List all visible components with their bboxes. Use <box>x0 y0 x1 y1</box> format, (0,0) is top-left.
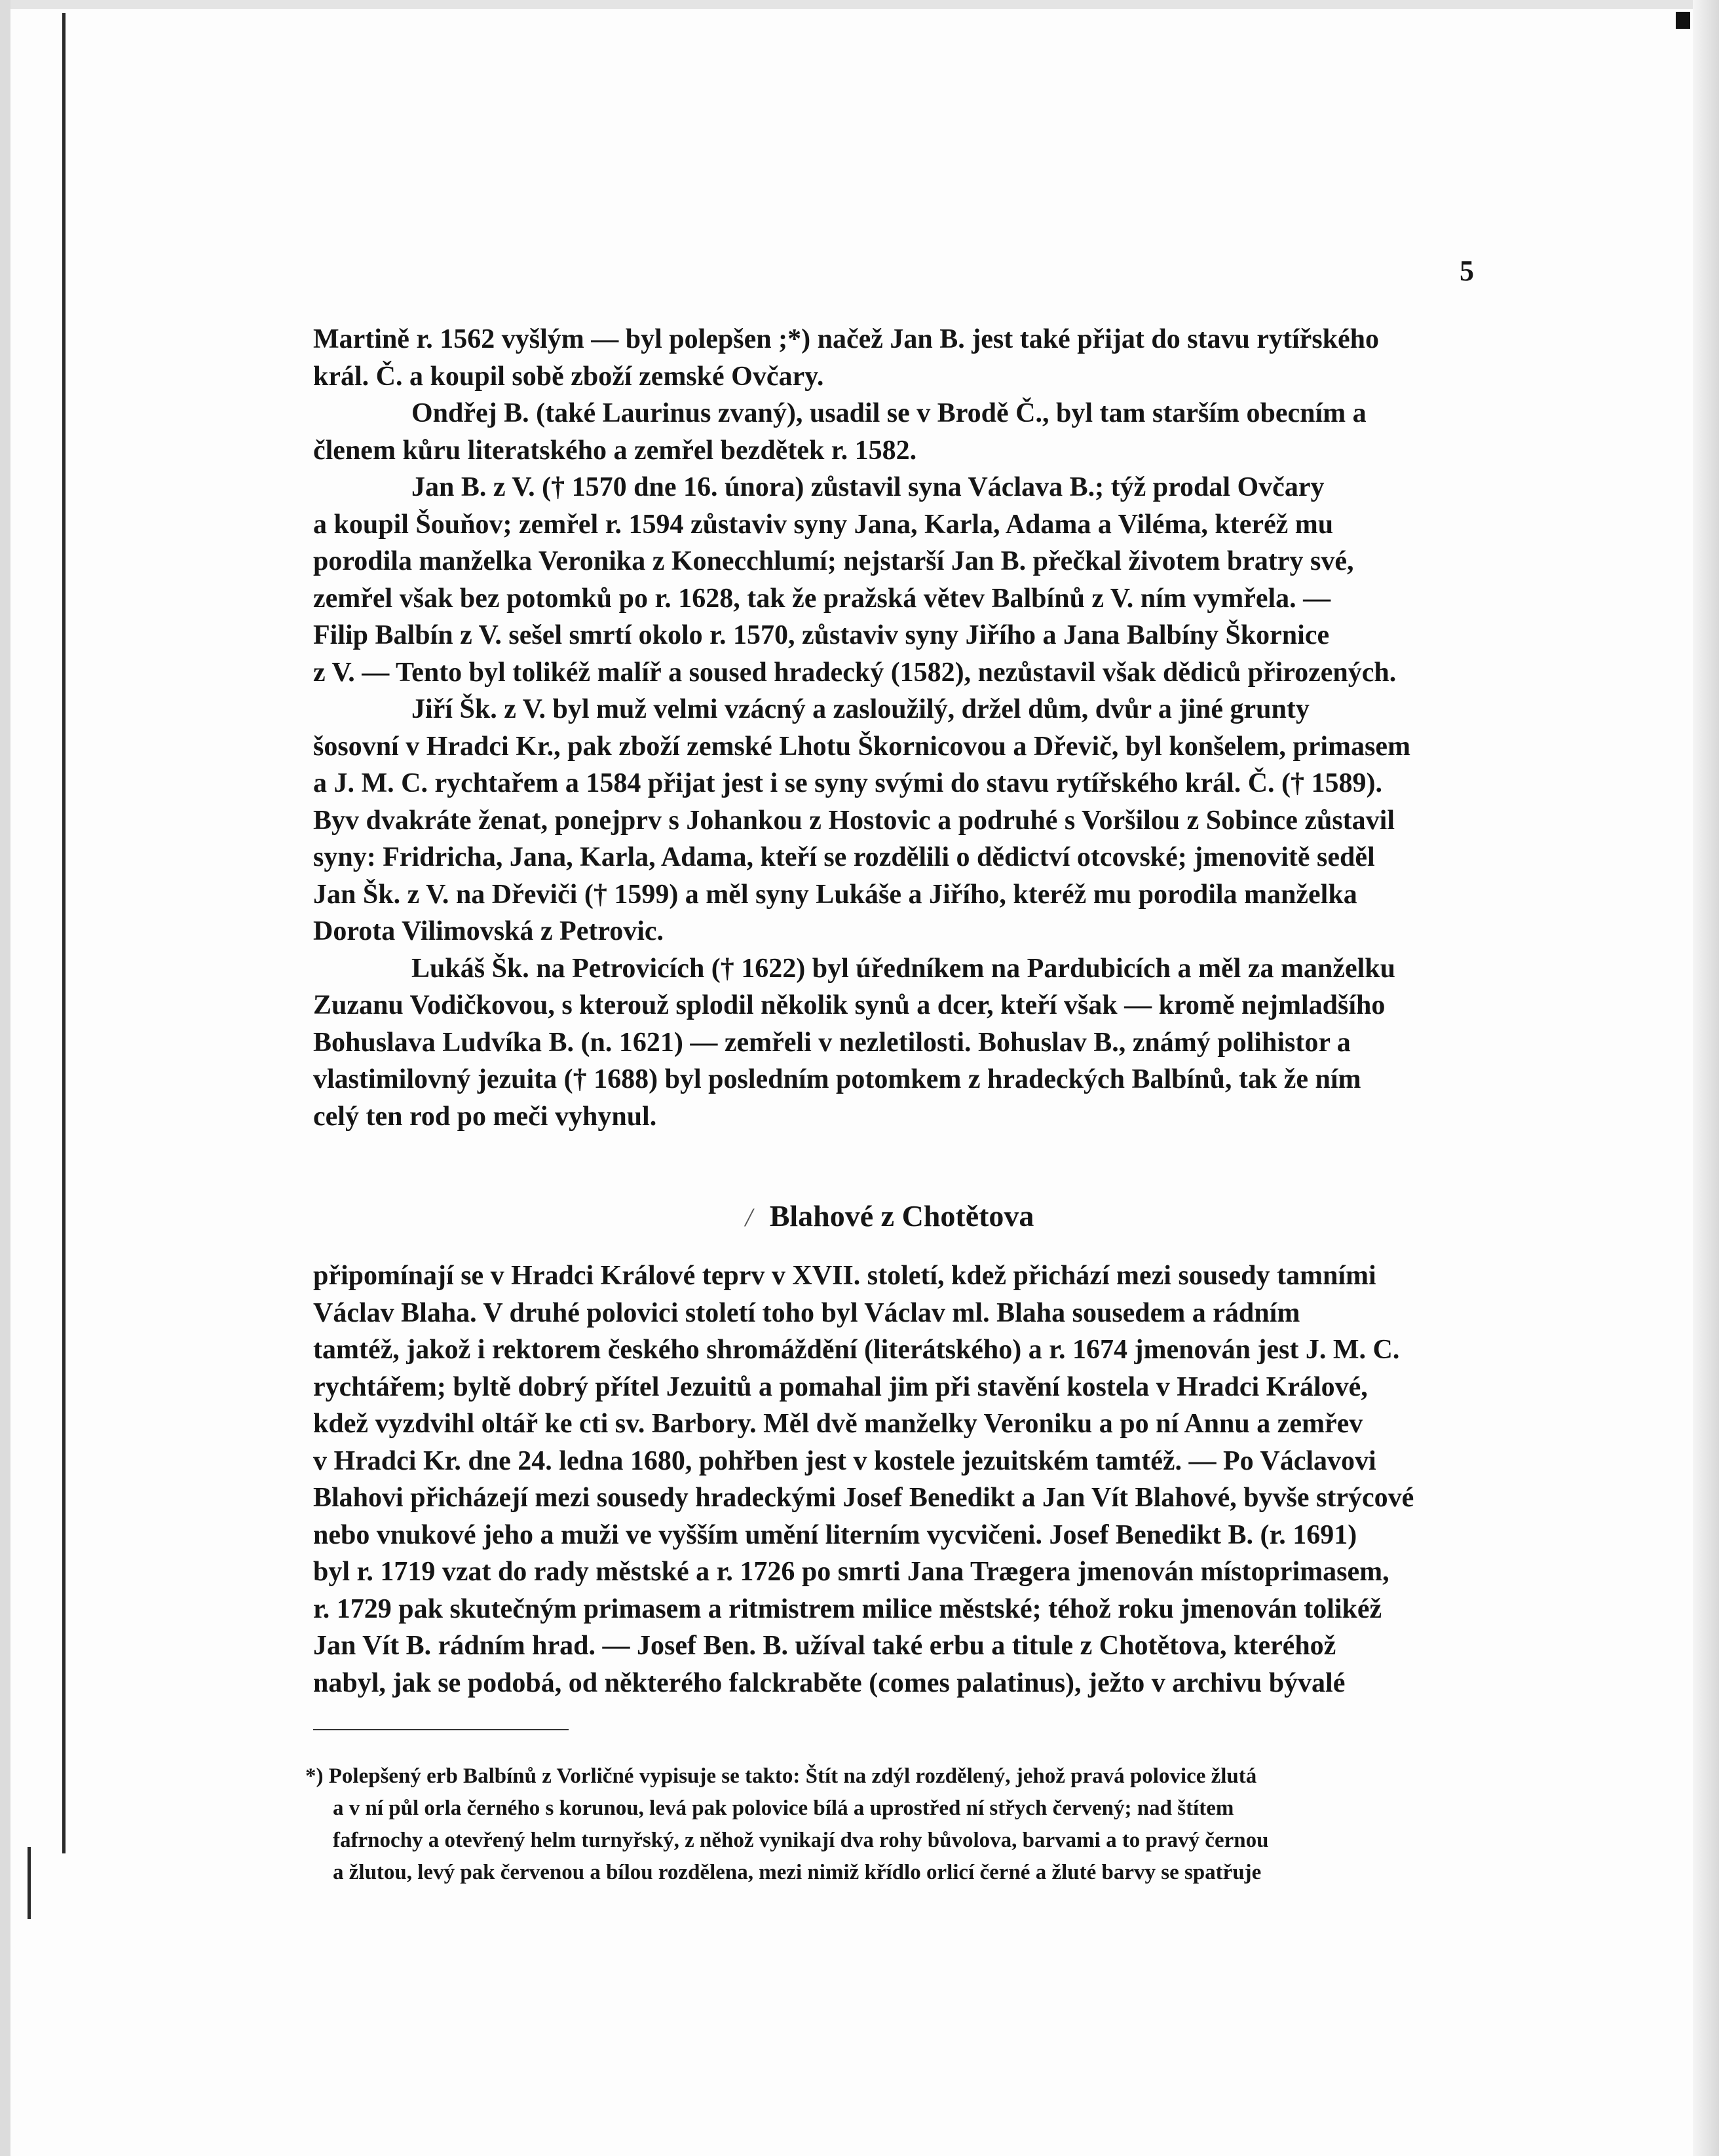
heading-title: Blahové z Chotětova <box>769 1199 1034 1233</box>
text-line: rychtářem; byltě dobrý přítel Jezuitů a pomahal jim při stavění kostela v Hradci Králové, <box>313 1371 1368 1402</box>
text-line: Lukáš Šk. na Petrovicích († 1622) byl úředníkem na Pardubicích a měl za manželku <box>411 953 1395 984</box>
text-line: z V. — Tento byl tolikéž malíř a soused hradecký (1582), nezůstavil však dědiců přirozených. <box>313 657 1397 688</box>
text-line: členem kůru literatského a zemřel bezdětek r. 1582. <box>313 435 917 466</box>
text-line: Václav Blaha. V druhé polovici století toho byl Václav ml. Blaha sousedem a rádním <box>313 1297 1300 1328</box>
footnote-line: a v ní půl orla černého s korunou, levá pak polovice bílá a uprostřed ní střych červený; nad štítem <box>333 1796 1234 1820</box>
section-balbin-text <box>313 321 1466 1135</box>
section-blaha-text <box>313 1257 1466 1701</box>
text-line: Bohuslava Ludvíka B. (n. 1621) — zemřeli v nezletilosti. Bohuslav B., známý polihistor a <box>313 1027 1351 1058</box>
text-line: zemřel však bez potomků po r. 1628, tak že pražská větev Balbínů z V. ním vymřela. — <box>313 583 1331 614</box>
text-line: v Hradci Kr. dne 24. ledna 1680, pohřben jest v kostele jezuitském tamtéž. — Po Václavovi <box>313 1445 1376 1476</box>
text-line: Dorota Vilimovská z Petrovic. <box>313 916 664 946</box>
text-line: šosovní v Hradci Kr., pak zboží zemské Lhotu Škornicovou a Dřevič, byl konšelem, primasem <box>313 731 1410 762</box>
text-line: Jan B. z V. († 1570 dne 16. února) zůstavil syna Václava B.; týž prodal Ovčary <box>411 472 1325 502</box>
text-line: Ondřej B. (také Laurinus zvaný), usadil se v Brodě Č., byl tam starším obecním a <box>411 398 1367 428</box>
text-line: syny: Fridricha, Jana, Karla, Adama, kteří se rozdělili o dědictví otcovské; jmenovitě seděl <box>313 842 1375 872</box>
scan-left-edge <box>0 0 10 2156</box>
scan-right-edge <box>1693 0 1719 2156</box>
text-line: připomínají se v Hradci Králové teprv v XVII. století, kdež přichází mezi sousedy tamními <box>313 1261 1376 1291</box>
scan-corner-mark <box>1676 12 1690 29</box>
footnote-line: *) Polepšený erb Balbínů z Vorličné vypisuje se takto: Štít na zdýl rozdělený, jehož pravá polovice žlutá <box>305 1764 1257 1788</box>
footnote-separator <box>313 1729 569 1730</box>
heading-pencil-mark: / <box>745 1202 753 1232</box>
text-line: Blahovi přicházejí mezi sousedy hradeckými Josef Benedikt a Jan Vít Blahové, byvše strýcové <box>313 1483 1414 1513</box>
text-line: Filip Balbín z V. sešel smrtí okolo r. 1570, zůstaviv syny Jiřího a Jana Balbíny Škornice <box>313 620 1330 650</box>
section-heading <box>313 1199 1466 1233</box>
text-line: král. Č. a koupil sobě zboží zemské Ovčary. <box>313 361 824 392</box>
text-line: Martině r. 1562 vyšlým — byl polepšen ;*) načež Jan B. jest také přijat do stavu rytířského <box>313 324 1380 354</box>
text-line: Byv dvakráte ženat, ponejprv s Johankou z Hostovic a podruhé s Voršilou z Sobince zůstavil <box>313 805 1395 836</box>
page-number: 5 <box>1460 255 1474 287</box>
text-line: r. 1729 pak skutečným primasem a ritmistrem milice městské; téhož roku jmenován tolikéž <box>313 1593 1382 1624</box>
footnote <box>305 1760 1446 1889</box>
text-line: Zuzanu Vodičkovou, s kterouž splodil několik synů a dcer, kteří však — kromě nejmladšího <box>313 990 1386 1020</box>
text-line: Jiří Šk. z V. byl muž velmi vzácný a zasloužilý, držel dům, dvůr a jiné grunty <box>411 694 1310 724</box>
text-line: Jan Šk. z V. na Dřeviči († 1599) a měl syny Lukáše a Jiřího, kteréž mu porodila manželka <box>313 879 1357 910</box>
text-line: nebo vnukové jeho a muži ve vyšším umění literním vycvičeni. Josef Benedikt B. (r. 1691) <box>313 1519 1357 1550</box>
text-line: nabyl, jak se podobá, od některého falckraběte (comes palatinus), ježto v archivu bývalé <box>313 1667 1346 1698</box>
scan-binding-line <box>62 13 66 1853</box>
text-line: porodila manželka Veronika z Konecchlumí; nejstarší Jan B. přečkal životem bratry své, <box>313 546 1354 576</box>
text-line: vlastimilovný jezuita († 1688) byl posledním potomkem z hradeckých Balbínů, tak že ním <box>313 1064 1361 1094</box>
scan-top-edge <box>10 0 1719 9</box>
text-line: celý ten rod po meči vyhynul. <box>313 1101 657 1132</box>
text-line: a J. M. C. rychtařem a 1584 přijat jest i se syny svými do stavu rytířského král. Č. († 1589). <box>313 768 1382 798</box>
text-line: a koupil Šouňov; zemřel r. 1594 zůstaviv syny Jana, Karla, Adama a Viléma, kteréž mu <box>313 509 1334 540</box>
footnote-line: fafrnochy a otevřený helm turnyřský, z něhož vynikají dva rohy bůvolova, barvami a to pravý černou <box>333 1829 1269 1852</box>
text-line: byl r. 1719 vzat do rady městské a r. 1726 po smrti Jana Trægera jmenován místoprimasem, <box>313 1557 1389 1587</box>
text-line: Jan Vít B. rádním hrad. — Josef Ben. B. užíval také erbu a titule z Chotětova, kteréhož <box>313 1631 1336 1661</box>
scan-binding-line-lower <box>28 1847 31 1919</box>
footnote-line: a žlutou, levý pak červenou a bílou rozdělena, mezi nimiž křídlo orlicí černé a žluté barvy se spatřuje <box>333 1861 1262 1884</box>
text-line: tamtéž, jakož i rektorem českého shromáždění (literátského) a r. 1674 jmenován jest J. M. C. <box>313 1335 1400 1365</box>
text-line: kdež vyzdvihl oltář ke cti sv. Barbory. Měl dvě manželky Veroniku a po ní Annu a zemřev <box>313 1409 1363 1439</box>
